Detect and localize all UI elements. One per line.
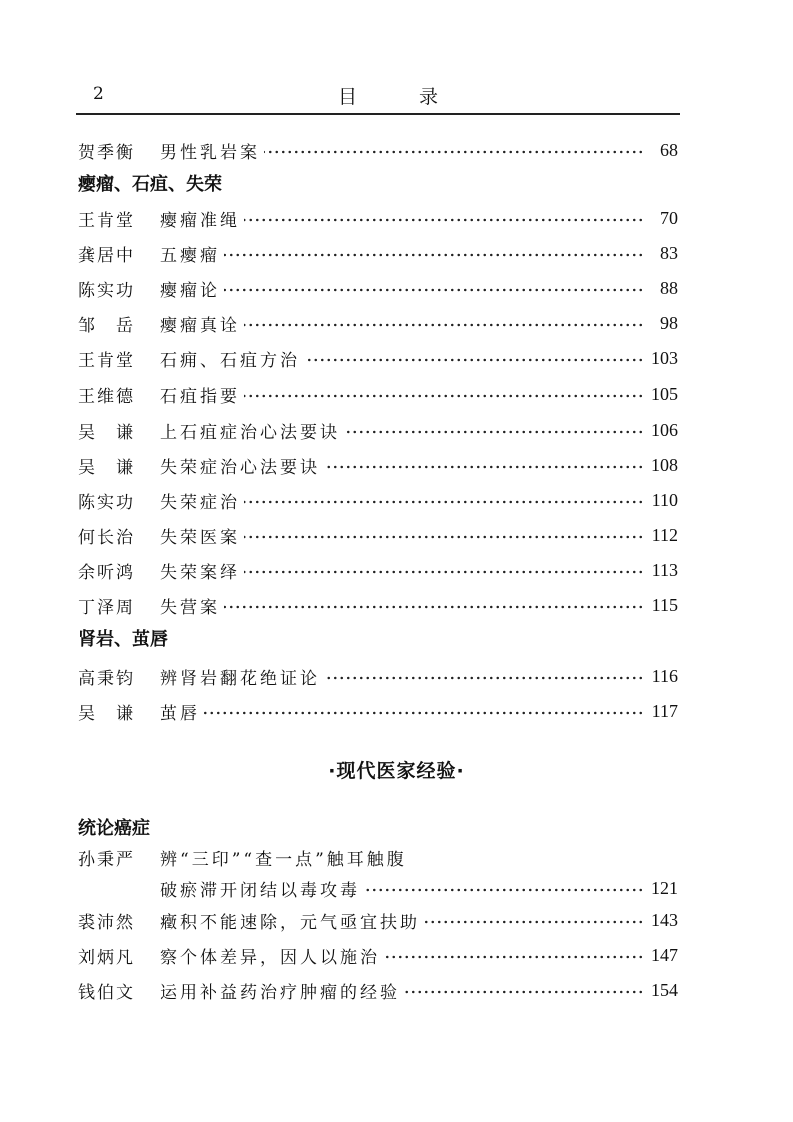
author-name: 吴 谦 <box>78 422 135 443</box>
dot-leader <box>224 287 644 293</box>
author-name: 丁泽周 <box>78 597 135 618</box>
toc-entry <box>78 345 678 371</box>
toc-entry <box>78 205 678 231</box>
entry-title: 破瘀滞开闭结以毒攻毒 <box>160 880 360 901</box>
toc-entry <box>78 592 678 618</box>
dot-leader <box>264 149 644 155</box>
dot-leader <box>324 675 644 681</box>
toc-entry <box>78 977 678 1003</box>
dot-leader <box>384 954 644 960</box>
author-name: 王维德 <box>78 386 135 407</box>
entry-page-number: 105 <box>651 383 678 404</box>
entry-title: 五瘿瘤 <box>160 245 220 266</box>
toc-entry <box>78 381 678 407</box>
header-rule <box>76 113 680 115</box>
page-number: 2 <box>93 84 104 104</box>
entry-title: 失荣案绎 <box>160 562 240 583</box>
entry-page-number: 121 <box>651 877 678 898</box>
author-name: 钱伯文 <box>78 982 135 1003</box>
entry-page-number: 98 <box>660 312 678 333</box>
dot-leader <box>244 534 644 540</box>
author-name: 吴 谦 <box>78 703 135 724</box>
running-header-title: 目 录 <box>338 86 467 108</box>
dot-leader <box>244 393 644 399</box>
toc-entry <box>78 942 678 968</box>
author-name: 王肯堂 <box>78 350 135 371</box>
entry-title: 辨“三印”“查一点”触耳触腹 <box>160 849 407 870</box>
part-heading: ·现代医家经验· <box>328 760 465 782</box>
author-name: 何长治 <box>78 527 135 548</box>
entry-title: 运用补益药治疗肿瘤的经验 <box>160 982 400 1003</box>
entry-title: 上石疽症治心法要诀 <box>160 422 340 443</box>
toc-entry <box>78 663 678 689</box>
dot-leader <box>324 464 644 470</box>
entry-page-number: 147 <box>651 944 678 965</box>
toc-entry <box>78 557 678 583</box>
author-name: 邹 岳 <box>78 315 135 336</box>
entry-title: 失荣症治心法要诀 <box>160 457 320 478</box>
entry-page-number: 110 <box>651 489 678 510</box>
author-name: 贺季衡 <box>78 142 135 163</box>
dot-leader <box>224 604 644 610</box>
entry-title: 失荣症治 <box>160 492 240 513</box>
entry-page-number: 108 <box>651 454 678 475</box>
toc-entry <box>78 417 678 443</box>
toc-entry <box>78 310 678 336</box>
entry-title: 察个体差异，因人以施治 <box>160 947 380 968</box>
dot-leader <box>224 252 644 258</box>
author-name: 余听鸿 <box>78 562 135 583</box>
author-name: 龚居中 <box>78 245 135 266</box>
entry-title: 石痈、石疽方治 <box>160 350 300 371</box>
entry-title: 瘿瘤准绳 <box>160 210 240 231</box>
section-heading: 瘿瘤、石疽、失荣 <box>78 174 222 195</box>
dot-leader <box>204 710 644 716</box>
dot-leader <box>244 569 644 575</box>
entry-page-number: 83 <box>660 242 678 263</box>
entry-title: 茧唇 <box>160 703 200 724</box>
entry-title: 瘿瘤真诠 <box>160 315 240 336</box>
dot-leader <box>424 919 644 925</box>
author-name: 裘沛然 <box>78 912 135 933</box>
dot-leader <box>304 357 644 363</box>
entry-page-number: 115 <box>651 594 678 615</box>
dot-leader <box>364 887 644 893</box>
entry-page-number: 143 <box>651 909 678 930</box>
entry-title: 石疽指要 <box>160 386 240 407</box>
section-heading: 肾岩、茧唇 <box>78 629 168 650</box>
entry-title: 辨肾岩翻花绝证论 <box>160 668 320 689</box>
dot-leader <box>244 217 644 223</box>
toc-entry <box>78 275 678 301</box>
dot-leader <box>344 429 644 435</box>
toc-entry <box>78 698 678 724</box>
toc-entry <box>78 875 678 901</box>
author-name: 陈实功 <box>78 280 135 301</box>
entry-page-number: 154 <box>651 979 678 1000</box>
entry-title: 癥积不能速除，元气亟宜扶助 <box>160 912 420 933</box>
toc-entry <box>78 452 678 478</box>
toc-entry <box>78 522 678 548</box>
toc-entry <box>78 487 678 513</box>
dot-leader <box>244 322 644 328</box>
entry-title: 瘿瘤论 <box>160 280 220 301</box>
author-name: 高秉钧 <box>78 668 135 689</box>
entry-page-number: 117 <box>651 700 678 721</box>
author-name: 吴 谦 <box>78 457 135 478</box>
section-heading: 统论癌症 <box>78 818 150 839</box>
dot-leader <box>244 499 644 505</box>
entry-page-number: 113 <box>651 559 678 580</box>
author-name: 陈实功 <box>78 492 135 513</box>
entry-title: 失荣医案 <box>160 527 240 548</box>
toc-entry <box>78 844 678 870</box>
entry-page-number: 112 <box>651 524 678 545</box>
entry-page-number: 68 <box>660 139 678 160</box>
author-name: 孙秉严 <box>78 849 135 870</box>
entry-page-number: 103 <box>651 347 678 368</box>
author-name: 刘炳凡 <box>78 947 135 968</box>
entry-page-number: 70 <box>660 207 678 228</box>
dot-leader <box>404 989 644 995</box>
toc-entry <box>78 137 678 163</box>
toc-entry <box>78 240 678 266</box>
entry-title: 失营案 <box>160 597 220 618</box>
toc-entry <box>78 907 678 933</box>
entry-page-number: 116 <box>651 665 678 686</box>
entry-page-number: 88 <box>660 277 678 298</box>
entry-page-number: 106 <box>651 419 678 440</box>
author-name: 王肯堂 <box>78 210 135 231</box>
entry-title: 男性乳岩案 <box>160 142 260 163</box>
